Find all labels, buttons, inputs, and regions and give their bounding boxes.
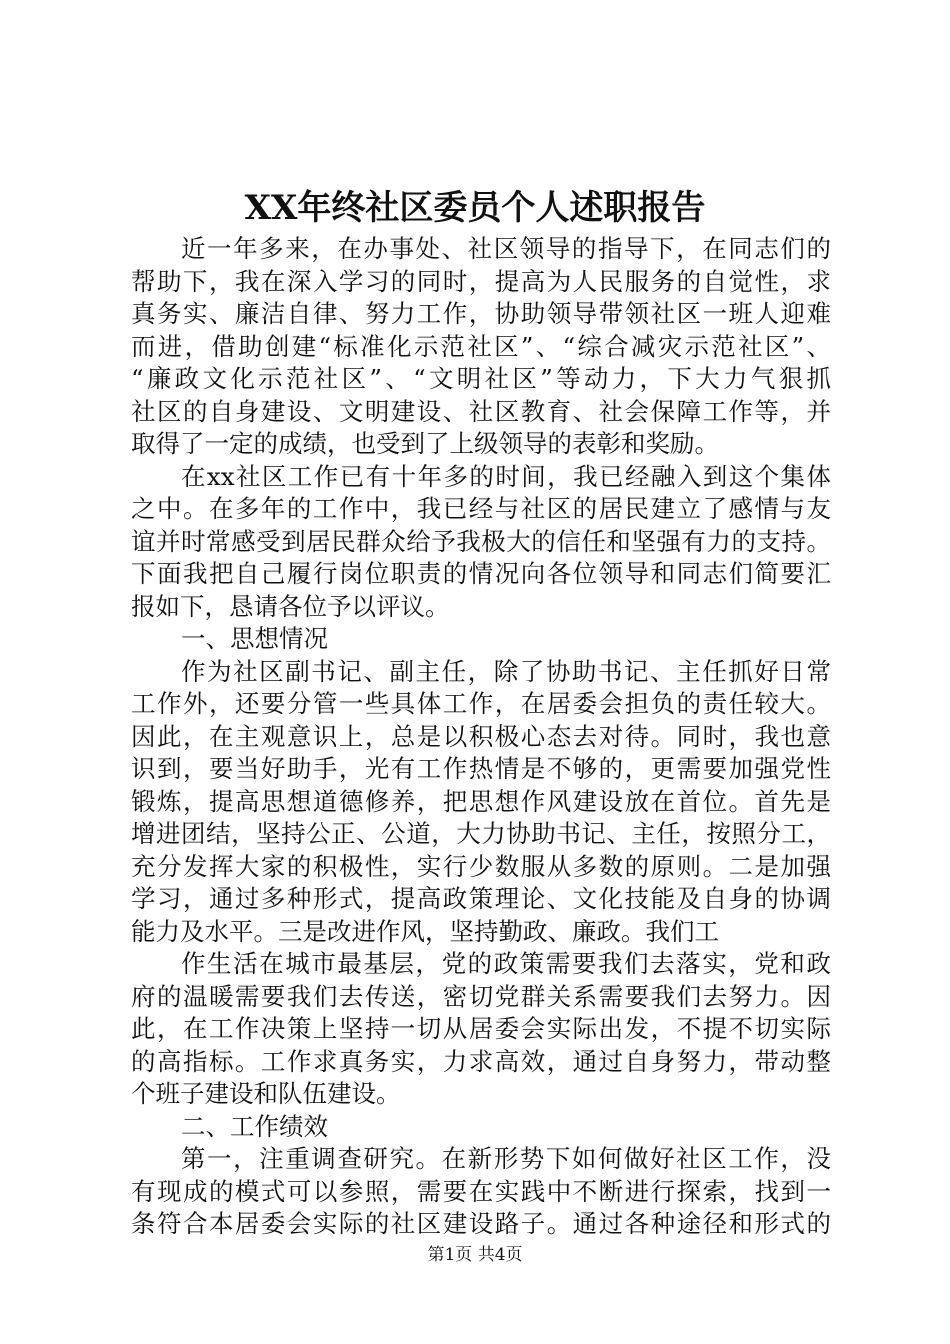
text-line: 学习，通过多种形式，提高政策理论、文化技能及自身的协调 (131, 884, 831, 913)
text-line: 作生活在城市最基层，党的政策需要我们去落实，党和政 (181, 949, 831, 978)
text-line: 锻炼，提高思想道德修养，把思想作风建设放在首位。首先是 (131, 786, 831, 816)
text-line: 识到，要当好助手，光有工作热情是不够的，更需要加强党性 (131, 754, 831, 783)
text-line: 报如下，恳请各位予以评议。 (131, 591, 450, 621)
text-line: 个班子建设和队伍建设。 (131, 1079, 401, 1108)
text-line: 近一年多来，在办事处、社区领导的指导下，在同志们的 (181, 234, 831, 263)
text-line: 取得了一定的成绩，也受到了上级领导的表彰和奖励。 (131, 429, 719, 458)
text-line: 有现成的模式可以参照，需要在实践中不断进行探索，找到一 (131, 1176, 831, 1206)
text-line: 谊并时常感受到居民群众给予我极大的信任和坚强有力的支持。 (131, 526, 831, 556)
page-footer: 第1页 共4页 (427, 1245, 523, 1265)
text-line: 而进，借助创建“标准化示范社区”、“综合减灾示范社区”、 (131, 331, 831, 361)
text-line: 此，在工作决策上坚持一切从居委会实际出发，不提不切实际 (131, 1014, 831, 1043)
text-line: 的高指标。工作求真务实，力求高效，通过自身努力，带动整 (131, 1046, 831, 1076)
text-line: 二、工作绩效 (181, 1111, 328, 1141)
text-line: “廉政文化示范社区”、“文明社区”等动力，下大力气狠抓 (131, 364, 831, 393)
document-body (131, 233, 831, 1241)
text-line: 充分发挥大家的积极性，实行少数服从多数的原则。二是加强 (131, 851, 831, 881)
text-line: 因此，在主观意识上，总是以积极心态去对待。同时，我也意 (131, 721, 831, 751)
text-line: 在xx社区工作已有十年多的时间，我已经融入到这个集体 (181, 461, 831, 491)
text-line: 第一，注重调查研究。在新形势下如何做好社区工作，没 (181, 1144, 831, 1173)
text-line: 作为社区副书记、副主任，除了协助书记、主任抓好日常 (181, 656, 831, 686)
text-line: 条符合本居委会实际的社区建设路子。通过各种途径和形式的 (131, 1209, 831, 1238)
text-line: 府的温暖需要我们去传送，密切党群关系需要我们去努力。因 (131, 981, 831, 1011)
text-line: 下面我把自己履行岗位职责的情况向各位领导和同志们简要汇 (131, 559, 831, 588)
text-line: 能力及水平。三是改进作风，坚持勤政、廉政。我们工 (131, 916, 719, 946)
text-line: 工作外，还要分管一些具体工作，在居委会担负的责任较大。 (131, 689, 831, 718)
text-line: 真务实、廉洁自律、努力工作，协助领导带领社区一班人迎难 (131, 299, 831, 328)
text-line: 增进团结，坚持公正、公道，大力协助书记、主任，按照分工， (131, 819, 831, 848)
text-line: 帮助下，我在深入学习的同时，提高为人民服务的自觉性，求 (131, 266, 831, 296)
text-line: 之中。在多年的工作中，我已经与社区的居民建立了感情与友 (131, 494, 831, 523)
text-line: 社区的自身建设、文明建设、社区教育、社会保障工作等，并 (131, 396, 831, 426)
document-title: XX年终社区委员个人述职报告 (244, 188, 706, 228)
text-line: 一、思想情况 (181, 624, 328, 653)
